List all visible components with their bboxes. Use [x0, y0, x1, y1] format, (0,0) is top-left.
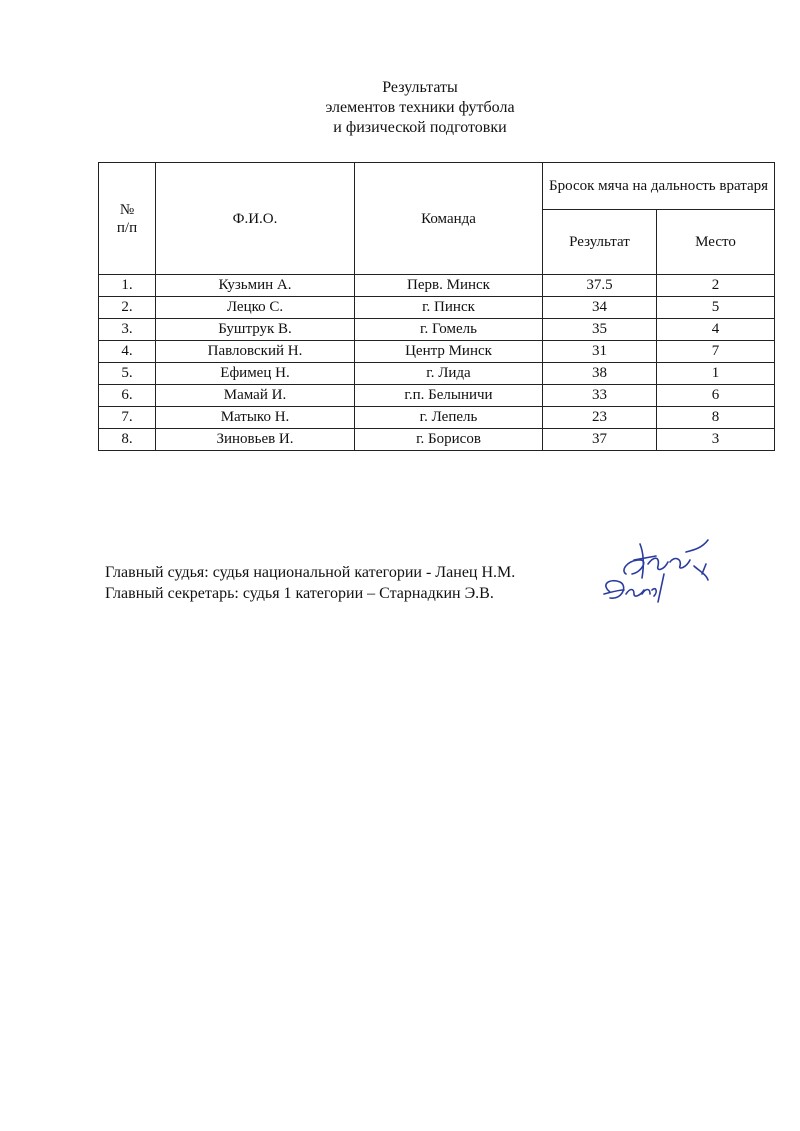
cell-result: 34	[543, 297, 657, 319]
cell-team: г. Пинск	[355, 297, 543, 319]
cell-number: 1.	[99, 275, 156, 297]
cell-number: 2.	[99, 297, 156, 319]
table-row	[99, 385, 775, 407]
table-row	[99, 319, 775, 341]
cell-result: 23	[543, 407, 657, 429]
cell-name: Буштрук В.	[156, 319, 355, 341]
cell-number: 8.	[99, 429, 156, 451]
signatures	[598, 530, 738, 620]
cell-place: 1	[657, 363, 775, 385]
cell-result: 33	[543, 385, 657, 407]
table-row	[99, 341, 775, 363]
cell-team: г. Гомель	[355, 319, 543, 341]
cell-place: 2	[657, 275, 775, 297]
cell-name: Матыко Н.	[156, 407, 355, 429]
title-line-3: и физической подготовки	[333, 119, 507, 136]
table-row	[99, 429, 775, 451]
cell-result: 35	[543, 319, 657, 341]
table-row	[99, 297, 775, 319]
cell-number: 6.	[99, 385, 156, 407]
header-number-abbr: п/п	[116, 219, 138, 236]
document-title	[0, 78, 800, 138]
cell-number: 4.	[99, 341, 156, 363]
cell-team: г. Лида	[355, 363, 543, 385]
cell-name: Мамай И.	[156, 385, 355, 407]
header-team: Команда	[355, 163, 543, 275]
cell-number: 3.	[99, 319, 156, 341]
cell-name: Кузьмин А.	[156, 275, 355, 297]
cell-result: 31	[543, 341, 657, 363]
cell-team: г. Лепель	[355, 407, 543, 429]
title-line-1: Результаты	[382, 79, 458, 96]
cell-team: Центр Минск	[355, 341, 543, 363]
table-row	[99, 407, 775, 429]
cell-number: 5.	[99, 363, 156, 385]
table-row	[99, 363, 775, 385]
header-number-symbol: №	[119, 201, 135, 218]
cell-result: 37.5	[543, 275, 657, 297]
secretary-signature-icon	[604, 574, 664, 602]
officials-block	[105, 562, 515, 604]
cell-team: г.п. Белыничи	[355, 385, 543, 407]
header-name: Ф.И.О.	[156, 163, 355, 275]
cell-name: Ефимец Н.	[156, 363, 355, 385]
cell-place: 3	[657, 429, 775, 451]
cell-name: Зиновьев И.	[156, 429, 355, 451]
chief-secretary-line: Главный секретарь: судья 1 категории – Старнадкин Э.В.	[105, 585, 494, 602]
cell-result: 38	[543, 363, 657, 385]
cell-place: 6	[657, 385, 775, 407]
cell-name: Павловский Н.	[156, 341, 355, 363]
header-result: Результат	[543, 210, 657, 275]
cell-team: Перв. Минск	[355, 275, 543, 297]
cell-place: 8	[657, 407, 775, 429]
table-row	[99, 275, 775, 297]
title-line-2: элементов техники футбола	[325, 99, 515, 116]
cell-name: Лецко С.	[156, 297, 355, 319]
results-table	[98, 162, 775, 451]
judge-signature-icon	[624, 540, 708, 580]
cell-number: 7.	[99, 407, 156, 429]
chief-judge-line: Главный судья: судья национальной категории - Ланец Н.М.	[105, 564, 516, 581]
header-number	[99, 163, 156, 275]
cell-place: 5	[657, 297, 775, 319]
cell-place: 7	[657, 341, 775, 363]
cell-place: 4	[657, 319, 775, 341]
cell-result: 37	[543, 429, 657, 451]
header-place: Место	[657, 210, 775, 275]
cell-team: г. Борисов	[355, 429, 543, 451]
header-goalkeeper-throw: Бросок мяча на дальность вратаря	[543, 163, 775, 210]
